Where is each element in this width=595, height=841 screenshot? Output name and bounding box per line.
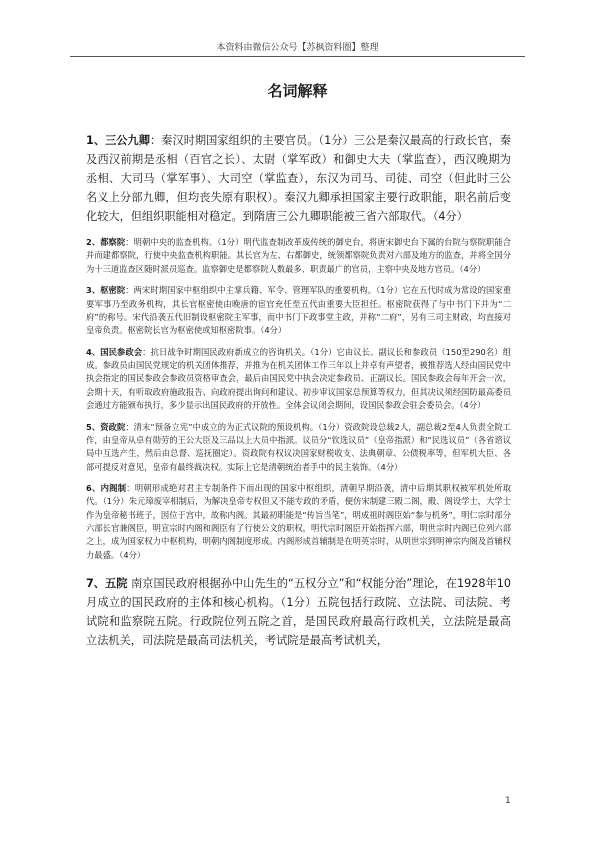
entry-body: ：明朝形成绝对君主专制条件下而出现的国家中枢组织，清朝早期沿袭，清中后期其职权被军机处所取代。（1分）朱元璋废宰相制后，为解决皇帝专权但又不能专政的矛盾，便仿宋制建三殿二阁，殿、阁设学士，大学士作为皇帝秘书班子，因位于宫中，故称内阁。其最初职能是“传旨当笔”，明成祖时阁臣始“参与机务”，明仁宗时部分六部长官兼阁臣，明宣宗时内阁和阁臣有了行使公文的职权，明代宗时阁臣开始指挥六部，明世宗时内阁已位列六部之上，成为国家权力中枢机构，明朝内阁制度形成。内阁形成首辅制是在明英宗时，从明世宗到明神宗内阁及首辅权力最盛。（4分）	[86, 483, 511, 560]
page-title: 名词解释	[267, 82, 328, 100]
entry-3	[86, 284, 511, 337]
entry-body: ：秦汉时期国家组织的主要官员。（1分）三公是秦汉最高的行政长官，秦及西汉前期是丞相（百官之长）、太尉（掌军政）和御史大夫（掌监查），西汉晚期为丞相、大司马（掌军事）、大司空（掌监查），东汉为司马、司徒、司空（但此时三公名义上分部九卿，但均丧失原有职权）。秦汉九卿承担国家主要行政职能，职名前后变化较大，但组织职能相对稳定。到隋唐三公九卿职能被三省六部取代。（4分）	[86, 134, 511, 224]
entry-term: 1、三公九卿	[86, 134, 150, 148]
document-body	[86, 120, 511, 660]
entry-6	[86, 482, 511, 562]
entry-body: ：明朝中央的监查机构。（1分）明代监查制改革废传统的御史台，将唐宋御史台下属的台院与察院职能合并而建都察院，行使中央监查机构职能。其长官为左、右都御史，统领都察院负责对六部及地方的监查，并将全国分为十三道监查区随时派员巡查。监察御史是都察院人数最多、职责最广的官员，主察中央及地方官员。（4分）	[86, 237, 511, 274]
entry-term: 3、枢密院	[86, 285, 126, 296]
entry-body: ：抗日战争时期国民政府新成立的咨询机关。（1分）它由议长、副议长和参政员（150至290名）组成。参政员由国民党规定的机关团体推荐，并推为在机关团体工作三年以上并卓有声望者，被推荐选人经由国民党中执会指定的国民参政会参政员资格审查会，最后由国民党中执会决定参政员、正副议长。国民参政会每年开会一次，会期十天，有听取政府施政报告、向政府提出询问和建议、初步审议国家总预算等权力，但其决议须经国防最高委员会通过方能颁布执行，多少显示出国民政府的开放性。全体会议闭会期间，设国民参政会驻会委员会。（4分）	[86, 346, 511, 411]
entry-body: ：清末“预备立宪”中成立的为正式议院的预设机构。（1分）资政院设总裁2人，副总裁2至4人负责全院工作，由皇帝从卓有勋劳的王公大臣及三品以上大员中指派。议员分“钦选议员”（皇帝指派）和“民选议员”（各省谘议局中互选产生，然后由总督、巡抚圈定）。资政院有权议决国家财税收支、法典朝章、公债税率等，但军机大臣、各部可提反对意见，皇帝有最终裁决权。实际上它是清朝统治者手中的民主装饰。（4分）	[86, 421, 511, 472]
page-number: 1	[505, 796, 511, 806]
header-text: 本资料由微信公众号【苏枫资料圈】整理	[216, 43, 379, 53]
entry-7	[86, 574, 511, 650]
entry-body: 南京国民政府根据孙中山先生的“五权分立”和“权能分治”理论，在1928年10月成立的国民政府的主体和核心机构。（1分）五院包括行政院、立法院、司法院、考试院和监察院五院。行政院位列五院之首，是国民政府最高行政机关，立法院是最高立法机关，司法院是最高司法机关，考试院是最高考试机关，	[86, 576, 511, 647]
entry-body: ：两宋时期国家中枢组织中主掌兵籍、军令、管理军队的重要机构。（1分）它在五代时成为常设的国家重要军事乃至政务机构，其长官枢密使由晚唐的宦官充任至五代由重要大臣担任。枢密院获得了与中书门下并为“二府”的称号。宋代沿袭五代旧制设枢密院主军事，而中书门下政事堂主政，并称“二府”，另有三司主财政，均直接对皇帝负责。枢密院长官为枢密使或知枢密院事。（4分）	[86, 285, 511, 336]
entry-term: 4、国民参政会	[86, 346, 143, 357]
entry-1	[86, 131, 511, 226]
entry-2	[86, 236, 511, 276]
page-header	[70, 40, 525, 57]
entry-term: 7、五院	[86, 576, 128, 590]
entry-4	[86, 346, 511, 412]
entry-term: 6、内阁制	[86, 483, 127, 494]
entry-term: 5、资政院	[86, 421, 126, 432]
entry-term: 2、都察院	[86, 237, 126, 248]
entry-5	[86, 421, 511, 474]
